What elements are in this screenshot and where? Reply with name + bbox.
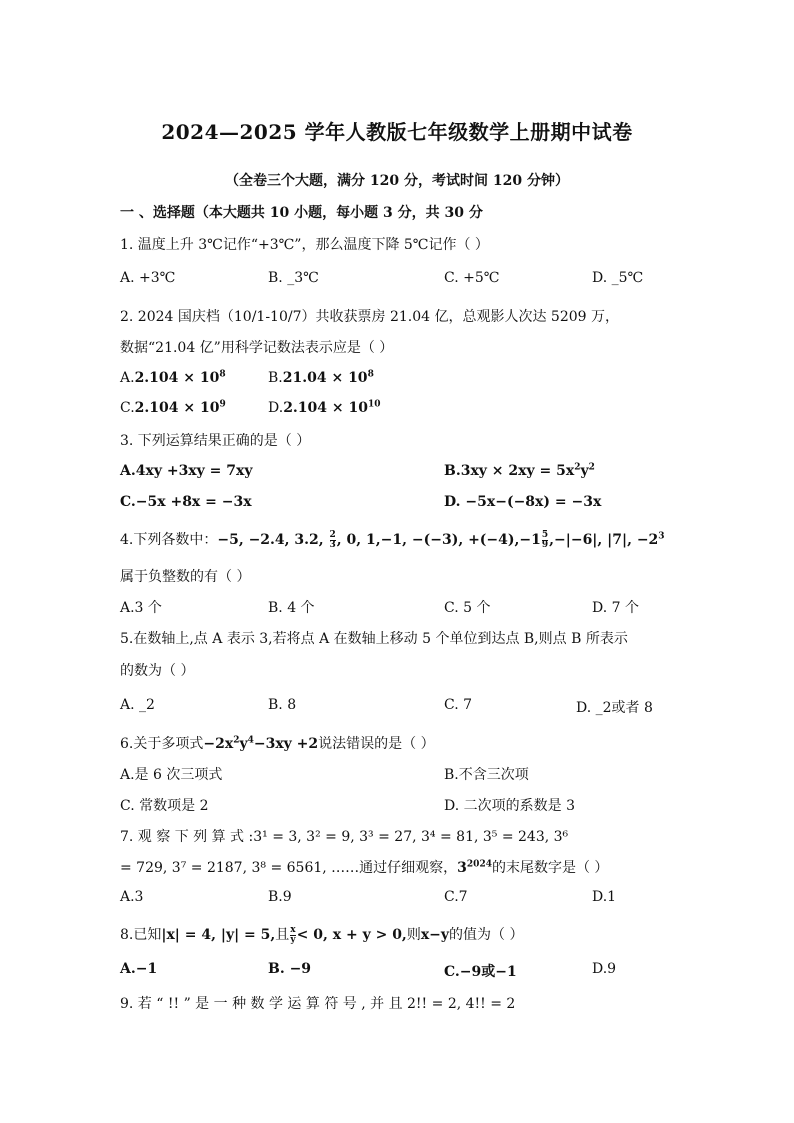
question-2-option-c: $C.2.104 \times 10^9$ <box>120 399 226 416</box>
question-8-option-b: B. −9 <box>268 961 312 977</box>
question-6-option-b: B.不含三次项 <box>444 767 529 783</box>
question-3-stem: 3. 下列运算结果正确的是（ ） <box>120 433 311 449</box>
question-6-stem: 6.关于多项式$-2x^2y^4-3xy +2$说法错误的是（ ） <box>120 735 435 752</box>
question-5-option-c: C. 7 <box>444 697 473 713</box>
question-1-option-d: D. _5℃ <box>592 270 644 286</box>
question-7-option-a: A.3 <box>120 889 144 905</box>
question-2-option-d: $D.2.104 \times 10^{10}$ <box>268 399 381 416</box>
page-subtitle: （全卷三个大题，满分 120 分，考试时间 120 分钟） <box>225 173 569 189</box>
question-3-option-c: C.−5x +8x = −3x <box>120 494 252 510</box>
question-9-stem-line1: 9. 若 “ !! ” 是 一 种 数 学 运 算 符 号 , 并 且 2!! = 2, 4!! = 2 <box>120 996 516 1012</box>
question-4-stem: 4.下列各数中：−5, −2.4, 3.2, $\frac{2}{3}$ , 0, 1,−1, −(−3), +(−4),−1 $\frac{5}{9}$ ,−|−6|, |7|, $-2^3$ <box>120 529 665 550</box>
question-3-option-a: A.4xy +3xy = 7xy <box>120 463 253 479</box>
question-8-stem: 8.已知|x| = 4, |y| = 5,且 $\frac{x}{y}$ < 0, x + y > 0,则x−y的值为（ ） <box>120 924 524 945</box>
question-3-option-b: $B.3xy \times 2xy = 5x^2y^2$ <box>444 462 595 479</box>
question-6-option-c: C. 常数项是 2 <box>120 798 209 814</box>
question-2-option-a: $A.2.104 \times 10^8$ <box>120 369 226 386</box>
question-7-option-d: D.1 <box>592 889 617 905</box>
question-7-option-b: B.9 <box>268 889 292 905</box>
question-5-stem-line1: 5.在数轴上,点 A 表示 3,若将点 A 在数轴上移动 5 个单位到达点 B,则点 B 所表示 <box>120 631 628 647</box>
question-2-option-b: $B.21.04 \times 10^8$ <box>268 369 374 386</box>
page-title: 2024—2025 学年人教版七年级数学上册期中试卷 <box>161 120 633 144</box>
question-4-stem-line2: 属于负整数的有（ ） <box>120 569 251 585</box>
question-6-option-a: A.是 6 次三项式 <box>120 767 223 783</box>
question-2-stem-line2: 数据“21.04 亿”用科学记数法表示应是（ ） <box>120 340 394 356</box>
question-1-option-a: A. +3℃ <box>120 270 176 286</box>
question-5-option-b: B. 8 <box>268 697 297 713</box>
question-4-option-b: B. 4 个 <box>268 600 315 616</box>
question-1-stem: 1. 温度上升 3℃记作“+3℃”，那么温度下降 5℃记作（ ） <box>120 237 489 253</box>
question-7-stem-line2: = 729, 3⁷ = 2187, 3⁸ = 6561, ……通过仔细观察，$3^{2024}$的末尾数字是（ ） <box>120 859 609 876</box>
question-7-stem-line1: 7. 观 察 下 列 算 式 :3¹ = 3, 3² = 9, 3³ = 27, 3⁴ = 81, 3⁵ = 243, 3⁶ <box>120 829 569 845</box>
question-5-stem-line2: 的数为（ ） <box>120 663 195 679</box>
question-5-option-a: A. _2 <box>120 697 155 713</box>
question-4-option-c: C. 5 个 <box>444 600 491 616</box>
question-3-option-d: D. −5x−(−8x) = −3x <box>444 494 602 510</box>
question-5-option-d: D. _2或者 8 <box>576 700 653 716</box>
question-8-option-a: A.−1 <box>120 961 158 977</box>
question-8-option-d: D.9 <box>592 961 617 977</box>
question-6-option-d: D. 二次项的系数是 3 <box>444 798 575 814</box>
section-heading: 一 、选择题（本大题共 10 小题，每小题 3 分，共 30 分 <box>120 205 483 221</box>
question-4-option-d: D. 7 个 <box>592 600 639 616</box>
question-8-option-c: C.−9或−1 <box>444 964 517 980</box>
fraction-five-ninths: $\frac{5}{9}$ <box>541 529 549 550</box>
fraction-x-over-y: $\frac{x}{y}$ <box>290 924 296 945</box>
question-2-stem-line1: 2. 2024 国庆档（10/1-10/7）共收获票房 21.04 亿，总观影人次达 5209 万， <box>120 309 620 325</box>
question-4-option-a: A.3 个 <box>120 600 162 616</box>
fraction-two-thirds: $\frac{2}{3}$ <box>329 529 336 550</box>
question-7-option-c: C.7 <box>444 889 468 905</box>
question-1-option-c: C. +5℃ <box>444 270 500 286</box>
question-1-option-b: B. _3℃ <box>268 270 319 286</box>
